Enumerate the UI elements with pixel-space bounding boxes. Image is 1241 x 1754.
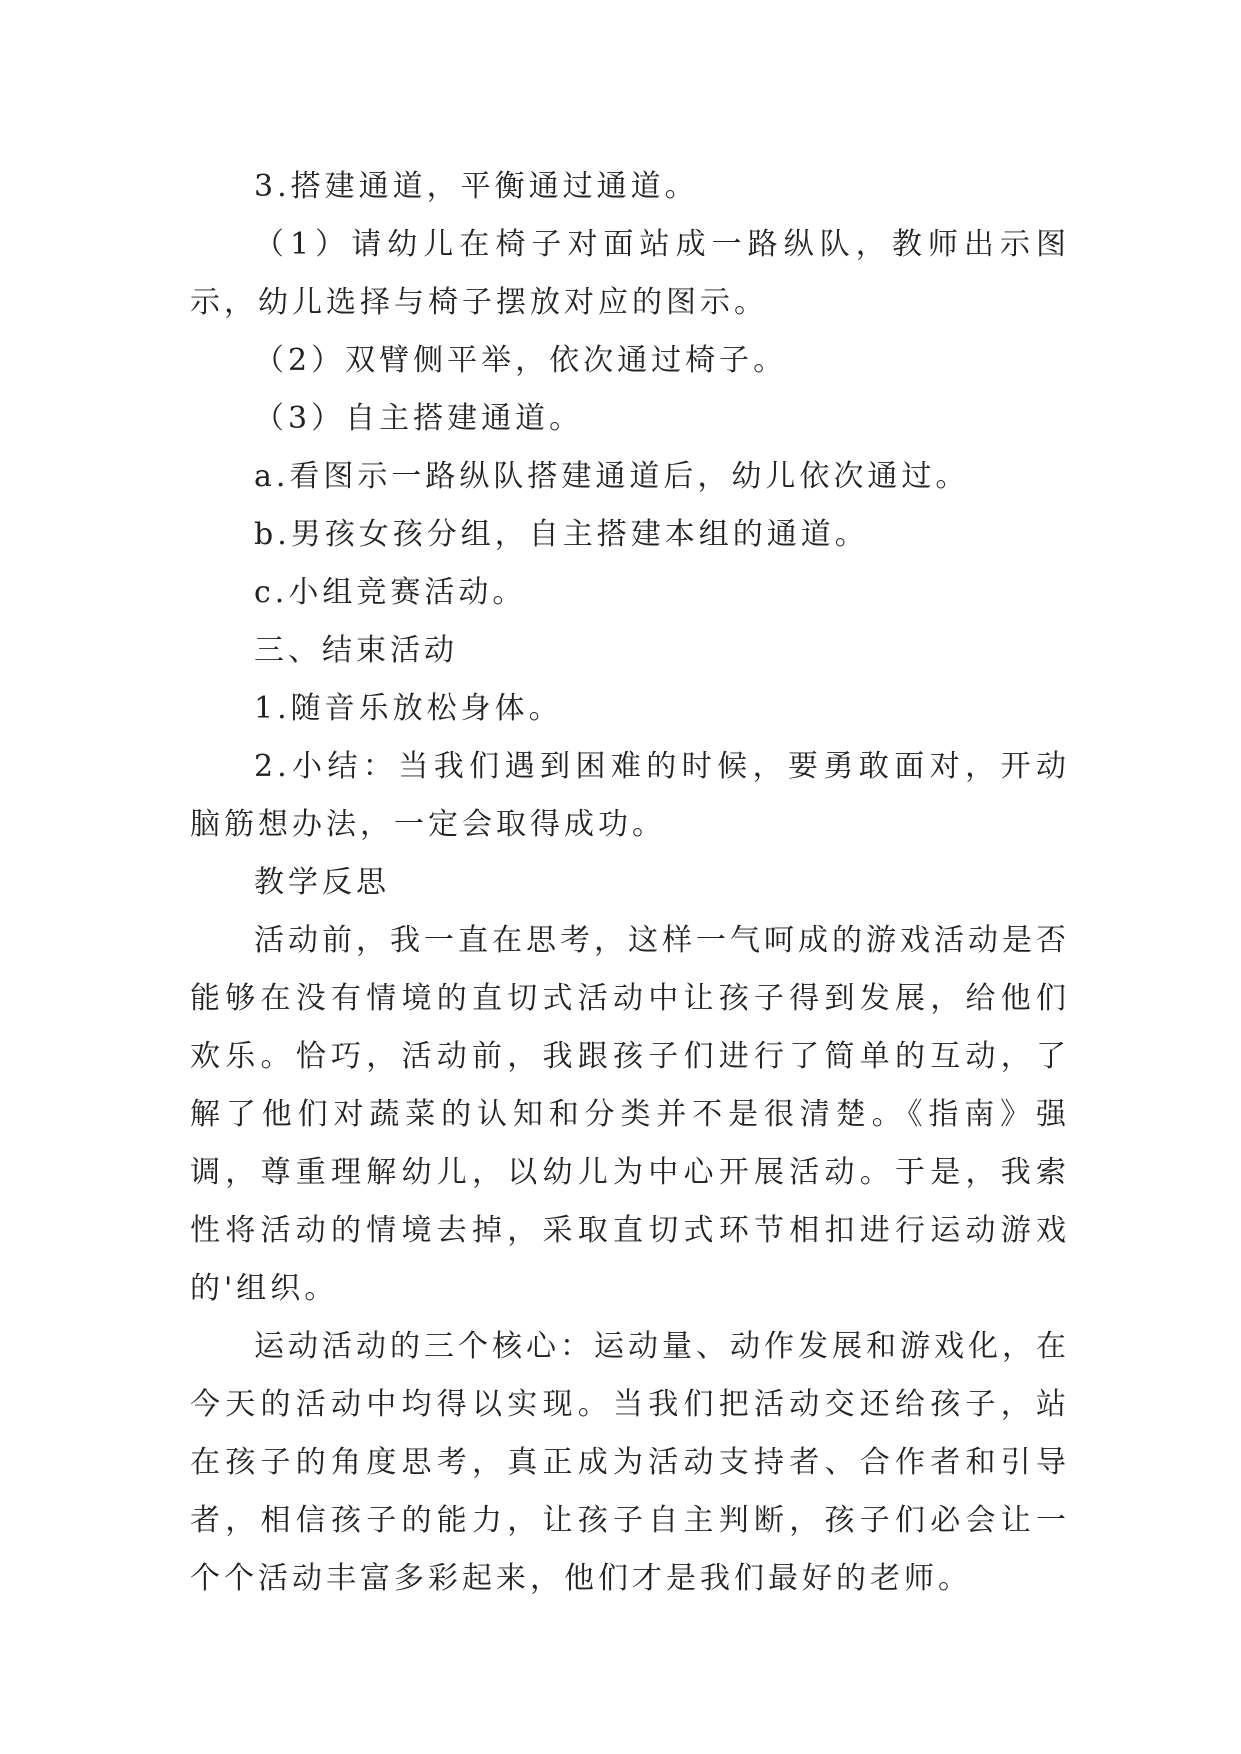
paragraph-step-3-3-b: b.男孩女孩分组，自主搭建本组的通道。 xyxy=(254,517,869,552)
paragraph-step-3-3: （3）自主搭建通道。 xyxy=(254,401,584,436)
section-heading-end-activity: 三、结束活动 xyxy=(254,633,458,668)
section-heading-reflection: 教学反思 xyxy=(254,865,390,900)
document-body xyxy=(190,158,1070,1608)
paragraph-reflection-2: 运动活动的三个核心：运动量、动作发展和游戏化，在今天的活动中均得以实现。当我们把活动交还给孩子，站在孩子的角度思考，真正成为活动支持者、合作者和引导者，相信孩子的能力，让孩子自主判断，孩子们必会让一个个活动丰富多彩起来，他们才是我们最好的老师。 xyxy=(190,1329,1070,1596)
paragraph-step-3-3-c: c.小组竞赛活动。 xyxy=(254,575,527,610)
paragraph-end-1: 1.随音乐放松身体。 xyxy=(254,691,563,726)
paragraph-step-3-2: （2）双臂侧平举，依次通过椅子。 xyxy=(254,343,788,378)
paragraph-end-2: 2.小结：当我们遇到困难的时候，要勇敢面对，开动脑筋想办法，一定会取得成功。 xyxy=(190,749,1070,842)
paragraph-step-3-1: （1）请幼儿在椅子对面站成一路纵队，教师出示图示，幼儿选择与椅子摆放对应的图示。 xyxy=(190,227,1070,320)
paragraph-step-3-3-a: a.看图示一路纵队搭建通道后，幼儿依次通过。 xyxy=(254,459,970,494)
paragraph-reflection-1: 活动前，我一直在思考，这样一气呵成的游戏活动是否能够在没有情境的直切式活动中让孩子得到发展，给他们欢乐。恰巧，活动前，我跟孩子们进行了简单的互动，了解了他们对蔬菜的认知和分类并不是很清楚。《指南》强调，尊重理解幼儿，以幼儿为中心开展活动。于是，我索性将活动的情境去掉，采取直切式环节相扣进行运动游戏的'组织。 xyxy=(190,923,1070,1306)
paragraph-step-3: 3.搭建通道，平衡通过通道。 xyxy=(254,169,699,204)
